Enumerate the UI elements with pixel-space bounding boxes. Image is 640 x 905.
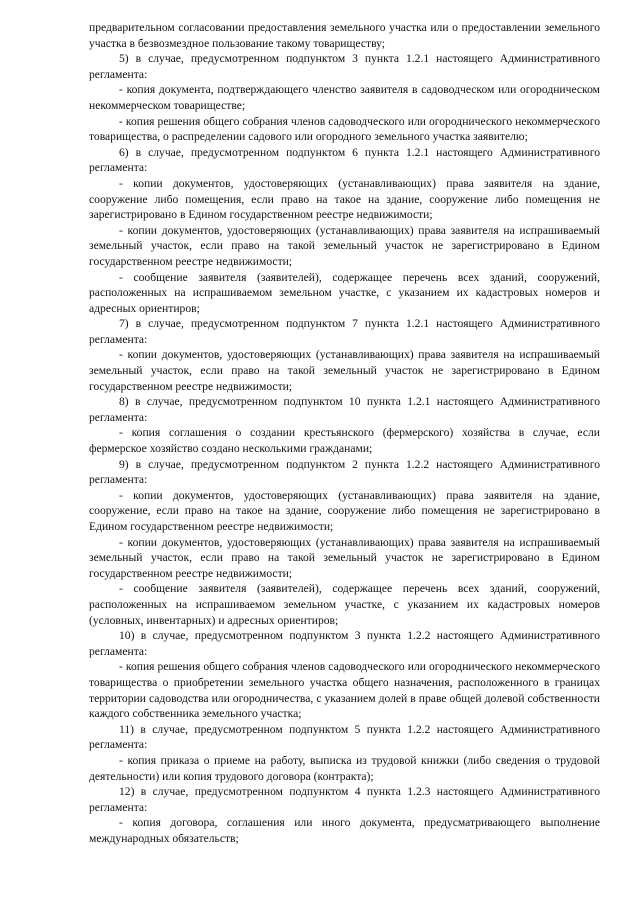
document-paragraph: - копии документов, удостоверяющих (устанавливающих) права заявителя на испрашиваемый земельный участок, если право на такой земельный участок не зарегистрировано в Едином государственном реестре недвижимости; [89,223,600,268]
document-paragraph: - копия соглашения о создании крестьянского (фермерского) хозяйства в случае, если фермерское хозяйство создано несколькими гражданами; [89,426,600,456]
document-paragraph: предварительном согласовании предоставления земельного участка или о предоставлении земельного участка в безвозмездное пользование такому товариществу; [89,21,600,50]
document-paragraph: - сообщение заявителя (заявителей), содержащее перечень всех зданий, сооружений, расположенных на испрашиваемом земельном участке, с указанием их кадастровых номеров и адресных ориентиров; [89,270,600,315]
document-paragraph: 10) в случае, предусмотренном подпунктом 3 пункта 1.2.2 настоящего Административного регламента: [89,629,600,658]
document-paragraph: - копии документов, удостоверяющих (устанавливающих) права заявителя на испрашиваемый земельный участок, если право на такой земельный участок не зарегистрировано в Едином государственном реестре недвижимости; [89,535,600,580]
document-paragraph: 12) в случае, предусмотренном подпунктом 4 пункта 1.2.3 настоящего Административного регламента: [89,785,600,814]
document-paragraph: 9) в случае, предусмотренном подпунктом 2 пункта 1.2.2 настоящего Административного регламента: [89,457,600,487]
document-paragraph: 5) в случае, предусмотренном подпунктом 3 пункта 1.2.1 настоящего Административного регламента: [89,52,600,81]
document-paragraph: 7) в случае, предусмотренном подпунктом 7 пункта 1.2.1 настоящего Административного регламента: [89,317,600,346]
document-paragraph: - копии документов, удостоверяющих (устанавливающих) права заявителя на здание, сооружение, если право на такое на здание, сооружение либо помещения не зарегистрировано в Едином государственном реестре недвижимости; [89,488,600,533]
document-paragraph: - копия приказа о приеме на работу, выписка из трудовой книжки (либо сведения о трудовой деятельности) или копия трудового договора (контракта); [89,753,600,783]
document-paragraph: - копии документов, удостоверяющих (устанавливающих) права заявителя на здание, сооружение либо помещения, если право на такое на здание, сооружение либо помещения не зарегистрировано в Едином государственном реестре недвижимости; [89,176,600,222]
document-paragraph: - копия решения общего собрания членов садоводческого или огороднического некоммерческого товарищества о приобретении земельного участка общего назначения, расположенного в границах территории садоводства или огородничества, с указанием долей в праве общей долевой собственности каждого собственника земельного участка; [89,660,600,721]
document-paragraph: - сообщение заявителя (заявителей), содержащее перечень всех зданий, сооружений, расположенных на испрашиваемом земельном участке, с указанием их кадастровых номеров (условных, инвентарных) и адресных ориентиров; [89,582,600,627]
document-paragraph: - копии документов, удостоверяющих (устанавливающих) права заявителя на испрашиваемый земельный участок, если право на такой земельный участок не зарегистрировано в Едином государственном реестре недвижимости; [89,348,600,393]
document-paragraph: - копия договора, соглашения или иного документа, предусматривающего выполнение международных обязательств; [89,816,600,845]
document-paragraph: - копия решения общего собрания членов садоводческого или огороднического некоммерческого товарищества, о распределении садового или огородного земельного участка заявителю; [89,114,600,144]
document-paragraph: 6) в случае, предусмотренном подпунктом 6 пункта 1.2.1 настоящего Административного регламента: [89,145,600,175]
document-paragraph: 8) в случае, предусмотренном подпунктом 10 пункта 1.2.1 настоящего Административного регламента: [89,395,600,424]
document-paragraph: 11) в случае, предусмотренном подпунктом 5 пункта 1.2.2 настоящего Административного регламента: [89,722,600,752]
document-paragraph: - копия документа, подтверждающего членство заявителя в садоводческом или огородническом некоммерческом товариществе; [89,83,600,112]
